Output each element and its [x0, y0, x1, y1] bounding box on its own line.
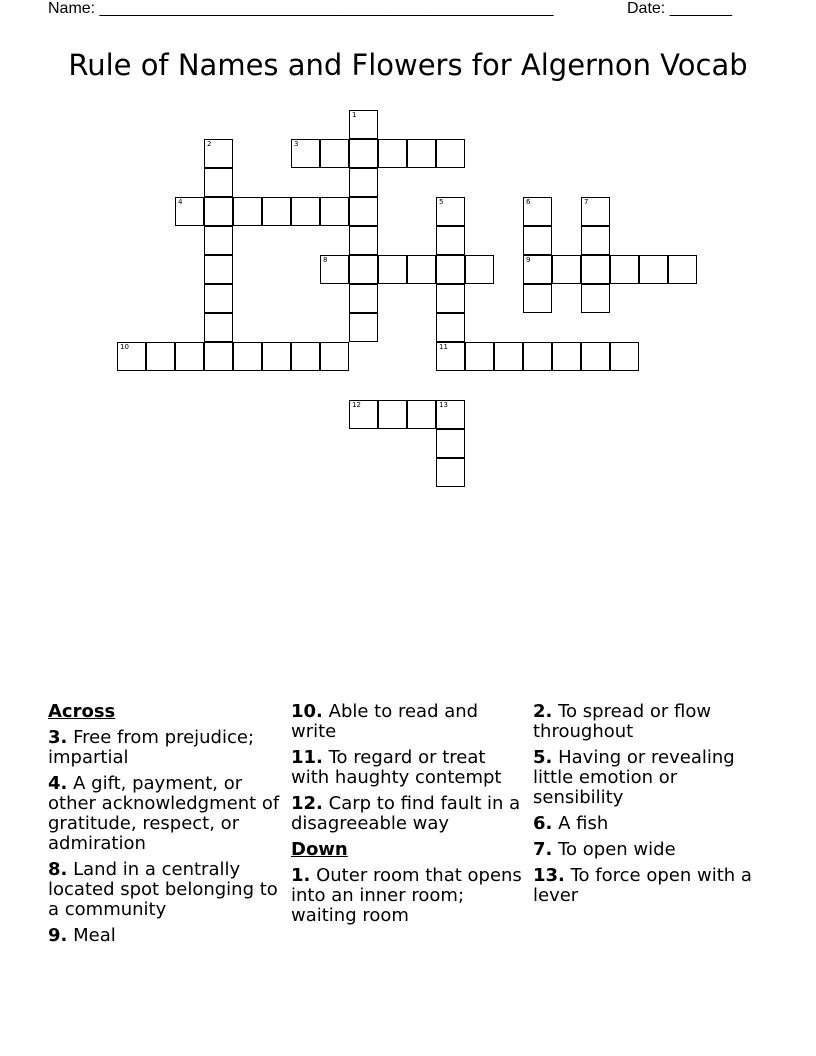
grid-cell[interactable]	[349, 226, 378, 255]
cell-number: 10	[120, 343, 129, 351]
clue-across-12: 12. Carp to find fault in a disagreeable way	[291, 793, 521, 834]
grid-cell[interactable]	[175, 197, 204, 226]
clue-column-2	[291, 702, 526, 932]
cell-number: 1	[352, 111, 357, 119]
grid-cell[interactable]	[349, 110, 378, 139]
grid-cell[interactable]	[349, 313, 378, 342]
grid-cell[interactable]	[320, 139, 349, 168]
grid-cell[interactable]	[436, 313, 465, 342]
grid-cell[interactable]	[349, 255, 378, 284]
grid-cell[interactable]	[320, 255, 349, 284]
date-field[interactable]: Date: _______	[627, 0, 732, 17]
grid-cell[interactable]	[436, 197, 465, 226]
grid-cell[interactable]	[668, 255, 697, 284]
grid-cell[interactable]	[320, 342, 349, 371]
grid-cell[interactable]	[610, 255, 639, 284]
grid-cell[interactable]	[436, 458, 465, 487]
clue-across-10: 10. Able to read and write	[291, 701, 479, 742]
grid-cell[interactable]	[349, 197, 378, 226]
grid-cell[interactable]	[117, 342, 146, 371]
cell-number: 13	[439, 401, 448, 409]
grid-cell[interactable]	[407, 139, 436, 168]
grid-cell[interactable]	[378, 139, 407, 168]
grid-cell[interactable]	[204, 197, 233, 226]
cell-number: 8	[323, 256, 328, 264]
grid-cell[interactable]	[204, 284, 233, 313]
clue-down-6: 6. A fish	[533, 813, 609, 834]
clue-down-13: 13. To force open with a lever	[533, 865, 752, 906]
grid-cell[interactable]	[436, 139, 465, 168]
grid-cell[interactable]	[204, 255, 233, 284]
grid-cell[interactable]	[204, 342, 233, 371]
grid-cell[interactable]	[436, 255, 465, 284]
clue-across-11: 11. To regard or treat with haughty contempt	[291, 747, 502, 788]
cell-number: 2	[207, 140, 212, 148]
clue-down-1: 1. Outer room that opens into an inner room; waiting room	[291, 865, 522, 926]
grid-cell[interactable]	[552, 255, 581, 284]
grid-cell[interactable]	[523, 255, 552, 284]
clue-across-3: 3. Free from prejudice; impartial	[48, 727, 255, 768]
grid-cell[interactable]	[349, 400, 378, 429]
grid-cell[interactable]	[581, 255, 610, 284]
clue-column-3	[533, 702, 768, 912]
grid-cell[interactable]	[262, 197, 291, 226]
grid-cell[interactable]	[523, 226, 552, 255]
grid-cell[interactable]	[262, 342, 291, 371]
clue-column-1	[48, 702, 283, 952]
cell-number: 12	[352, 401, 361, 409]
cell-number: 9	[526, 256, 531, 264]
grid-cell[interactable]	[407, 400, 436, 429]
grid-cell[interactable]	[465, 255, 494, 284]
grid-cell[interactable]	[233, 197, 262, 226]
grid-cell[interactable]	[204, 313, 233, 342]
cell-number: 11	[439, 343, 448, 351]
grid-cell[interactable]	[581, 284, 610, 313]
grid-cell[interactable]	[494, 342, 523, 371]
grid-cell[interactable]	[523, 284, 552, 313]
grid-cell[interactable]	[639, 255, 668, 284]
clue-across-8: 8. Land in a centrally located spot belonging to a community	[48, 859, 278, 920]
cell-number: 4	[178, 198, 183, 206]
grid-cell[interactable]	[407, 255, 436, 284]
name-field[interactable]: Name: ___________________________________________________	[48, 0, 554, 17]
grid-cell[interactable]	[349, 284, 378, 313]
grid-cell[interactable]	[291, 197, 320, 226]
grid-cell[interactable]	[233, 342, 262, 371]
grid-cell[interactable]	[349, 139, 378, 168]
grid-cell[interactable]	[349, 168, 378, 197]
cell-number: 3	[294, 140, 299, 148]
grid-cell[interactable]	[523, 342, 552, 371]
grid-cell[interactable]	[378, 255, 407, 284]
grid-cell[interactable]	[436, 400, 465, 429]
grid-cell[interactable]	[291, 342, 320, 371]
grid-cell[interactable]	[436, 342, 465, 371]
grid-cell[interactable]	[146, 342, 175, 371]
grid-cell[interactable]	[465, 342, 494, 371]
grid-cell[interactable]	[320, 197, 349, 226]
cell-number: 7	[584, 198, 589, 206]
grid-cell[interactable]	[175, 342, 204, 371]
clue-down-7: 7. To open wide	[533, 839, 676, 860]
grid-cell[interactable]	[581, 226, 610, 255]
grid-cell[interactable]	[204, 168, 233, 197]
grid-cell[interactable]	[581, 342, 610, 371]
grid-cell[interactable]	[204, 139, 233, 168]
cell-number: 6	[526, 198, 531, 206]
cell-number: 5	[439, 198, 444, 206]
grid-cell[interactable]	[436, 284, 465, 313]
grid-cell[interactable]	[436, 226, 465, 255]
grid-cell[interactable]	[523, 197, 552, 226]
clue-down-5: 5. Having or revealing little emotion or sensibility	[533, 747, 735, 808]
page-title: Rule of Names and Flowers for Algernon Vocab	[68, 48, 748, 82]
clue-across-9: 9. Meal	[48, 925, 116, 946]
grid-cell[interactable]	[436, 429, 465, 458]
grid-cell[interactable]	[610, 342, 639, 371]
clue-down-2: 2. To spread or flow throughout	[533, 701, 712, 742]
down-heading: Down	[291, 839, 348, 860]
grid-cell[interactable]	[552, 342, 581, 371]
across-heading: Across	[48, 701, 116, 722]
clue-across-4: 4. A gift, payment, or other acknowledgment of gratitude, respect, or admiration	[48, 773, 280, 854]
grid-cell[interactable]	[581, 197, 610, 226]
grid-cell[interactable]	[204, 226, 233, 255]
grid-cell[interactable]	[291, 139, 320, 168]
grid-cell[interactable]	[378, 400, 407, 429]
